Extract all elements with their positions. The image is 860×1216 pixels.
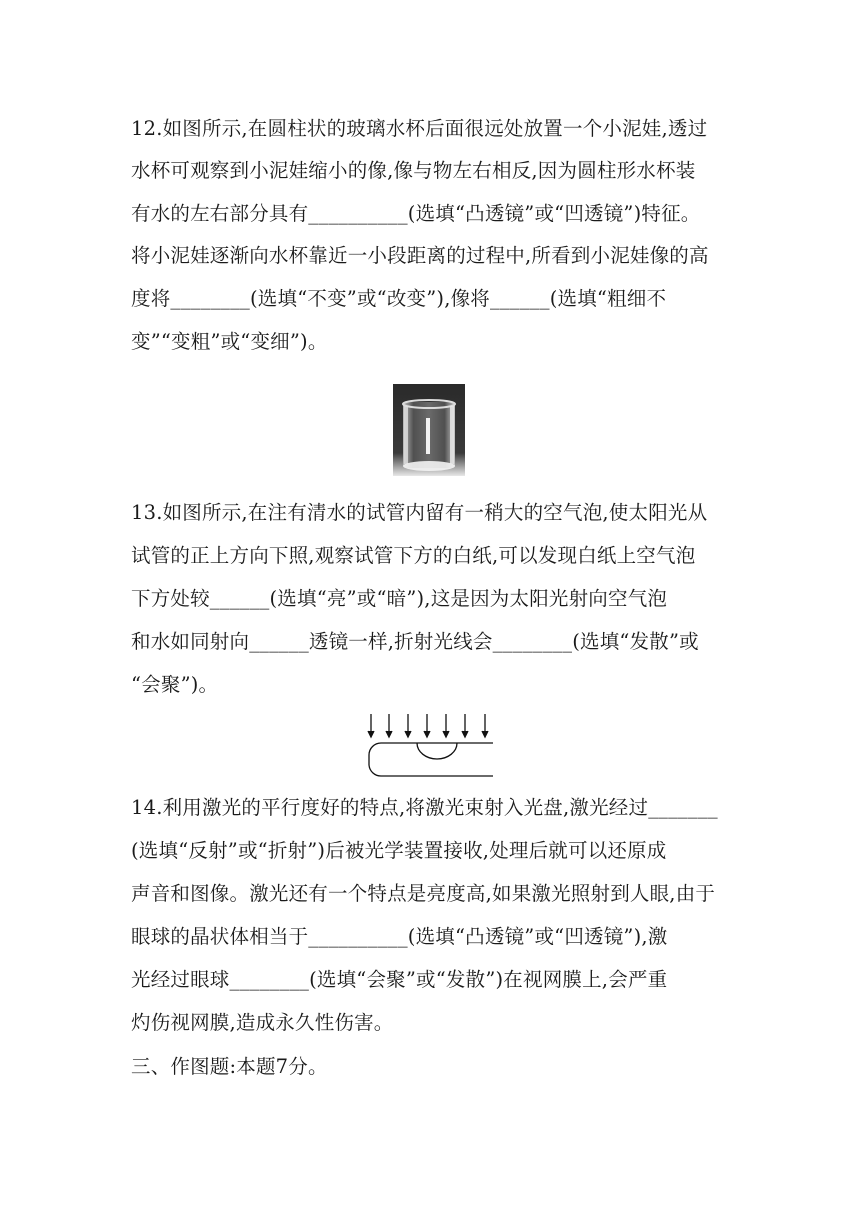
test-tube-diagram <box>365 712 495 780</box>
q14-line-2: (选填“反射”或“折射”)后被光学装置接收,处理后就可以还原成 <box>131 839 667 862</box>
q13-line-4: 和水如同射向______透镜一样,折射光线会________(选填“发散”或 <box>131 630 699 653</box>
q12-line-6: 变”“变粗”或“变细”)。 <box>131 330 328 353</box>
q14-line-4: 眼球的晶状体相当于__________(选填“凸透镜”或“凹透镜”),激 <box>131 925 668 948</box>
water-glass-photo <box>393 384 465 476</box>
q14-line-6: 灼伤视网膜,造成永久性伤害。 <box>131 1011 394 1034</box>
q12-line-2: 水杯可观察到小泥娃缩小的像,像与物左右相反,因为圆柱形水杯装 <box>131 159 696 182</box>
q12-line-1: 12.如图所示,在圆柱状的玻璃水杯后面很远处放置一个小泥娃,透过 <box>131 117 708 140</box>
q12-line-3: 有水的左右部分具有__________(选填“凸透镜”或“凹透镜”)特征。 <box>131 202 701 225</box>
sunlight-arrows <box>368 714 488 737</box>
q14-line-5: 光经过眼球________(选填“会聚”或“发散”)在视网膜上,会严重 <box>131 968 668 991</box>
q13-line-1: 13.如图所示,在注有清水的试管内留有一稍大的空气泡,使太阳光从 <box>131 501 708 524</box>
q13-line-3: 下方处较______(选填“亮”或“暗”),这是因为太阳光射向空气泡 <box>131 587 668 610</box>
q13-line-2: 试管的正上方向下照,观察试管下方的白纸,可以发现白纸上空气泡 <box>131 544 696 567</box>
section-heading: 三、作图题:本题7分。 <box>131 1055 328 1078</box>
q12-line-5: 度将________(选填“不变”或“改变”),像将______(选填“粗细不 <box>131 287 667 310</box>
q13-line-5: “会聚”)。 <box>131 673 219 696</box>
q14-line-1: 14.利用激光的平行度好的特点,将激光束射入光盘,激光经过_______ <box>131 796 718 819</box>
q14-line-3: 声音和图像。激光还有一个特点是亮度高,如果激光照射到人眼,由于 <box>131 882 716 905</box>
q12-line-4: 将小泥娃逐渐向水杯靠近一小段距离的过程中,所看到小泥娃像的高 <box>131 244 709 267</box>
